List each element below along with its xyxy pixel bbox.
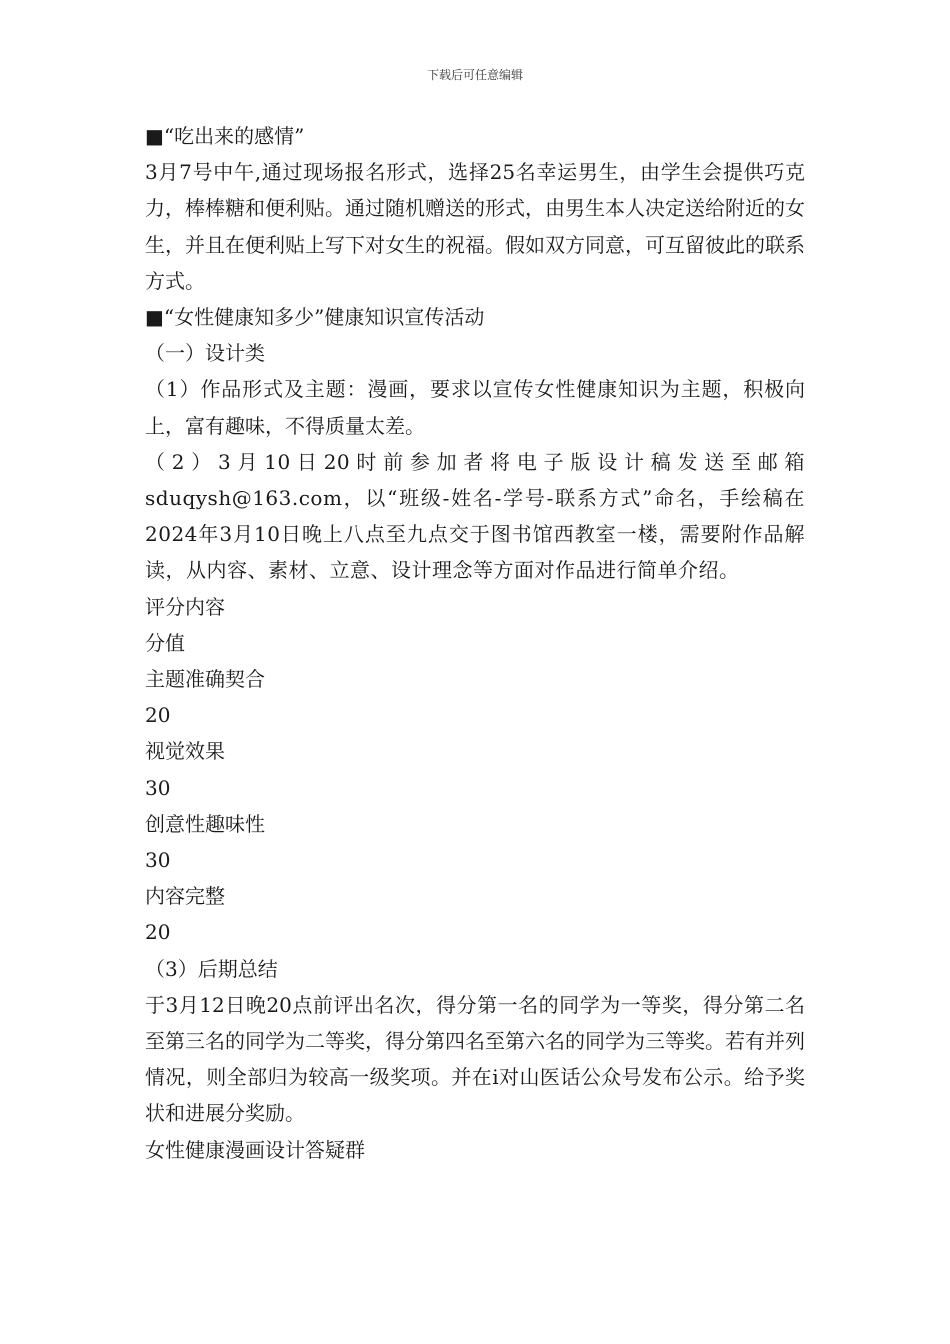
score-item-label: 内容完整 — [145, 884, 225, 909]
score-header-item: 评分内容 — [145, 594, 225, 619]
score-item-value: 20 — [145, 703, 171, 728]
section-heading-chocolate: ■“吃出来的感情” — [145, 124, 305, 148]
document-body — [145, 118, 805, 1168]
paragraph-qa-group: 女性健康漫画设计答疑群 — [145, 1137, 365, 1162]
score-item-value: 20 — [145, 920, 171, 945]
subheading-design-category: （一）设计类 — [145, 341, 265, 366]
section-heading-health-knowledge: ■“女性健康知多少”健康知识宣传活动 — [145, 305, 485, 330]
score-item-label: 创意性趣味性 — [145, 811, 265, 836]
page-header: 下载后可任意编辑 — [426, 68, 523, 82]
paragraph-submission: （2）3月10日20时前参加者将电子版设计稿发送至邮箱sduqysh@163.com，以“班级-姓名-学号-联系方式”命名，手绘稿在2024年3月10日晚上八点至九点交于图书馆西教室一楼，需要附作品解读，从内容、素材、立意、设计理念等方面对作品进行简单介绍。 — [145, 449, 805, 583]
paragraph-awards: 于3月12日晚20点前评出名次，得分第一名的同学为一等奖，得分第二名至第三名的同学为二等奖，得分第四名至第六名的同学为三等奖。若有并列情况，则全部归为较高一级奖项。并在i对山医话公众号发布公示。给予奖状和进展分奖励。 — [145, 992, 805, 1126]
score-item-label: 视觉效果 — [145, 739, 225, 764]
score-header-value: 分值 — [145, 630, 185, 655]
score-item-value: 30 — [145, 775, 171, 800]
score-item-value: 30 — [145, 848, 171, 873]
score-item-label: 主题准确契合 — [145, 667, 265, 692]
paragraph-chocolate-event: 3月7号中午,通过现场报名形式，选择25名幸运男生，由学生会提供巧克力，棒棒糖和便利贴。通过随机赠送的形式，由男生本人决定送给附近的女生，并且在便利贴上写下对女生的祝福。假如双方同意，可互留彼此的联系方式。 — [145, 160, 805, 293]
subheading-summary: （3）后期总结 — [145, 956, 278, 981]
paragraph-work-form: （1）作品形式及主题：漫画，要求以宣传女性健康知识为主题，积极向上，富有趣味，不得质量太差。 — [145, 377, 805, 438]
